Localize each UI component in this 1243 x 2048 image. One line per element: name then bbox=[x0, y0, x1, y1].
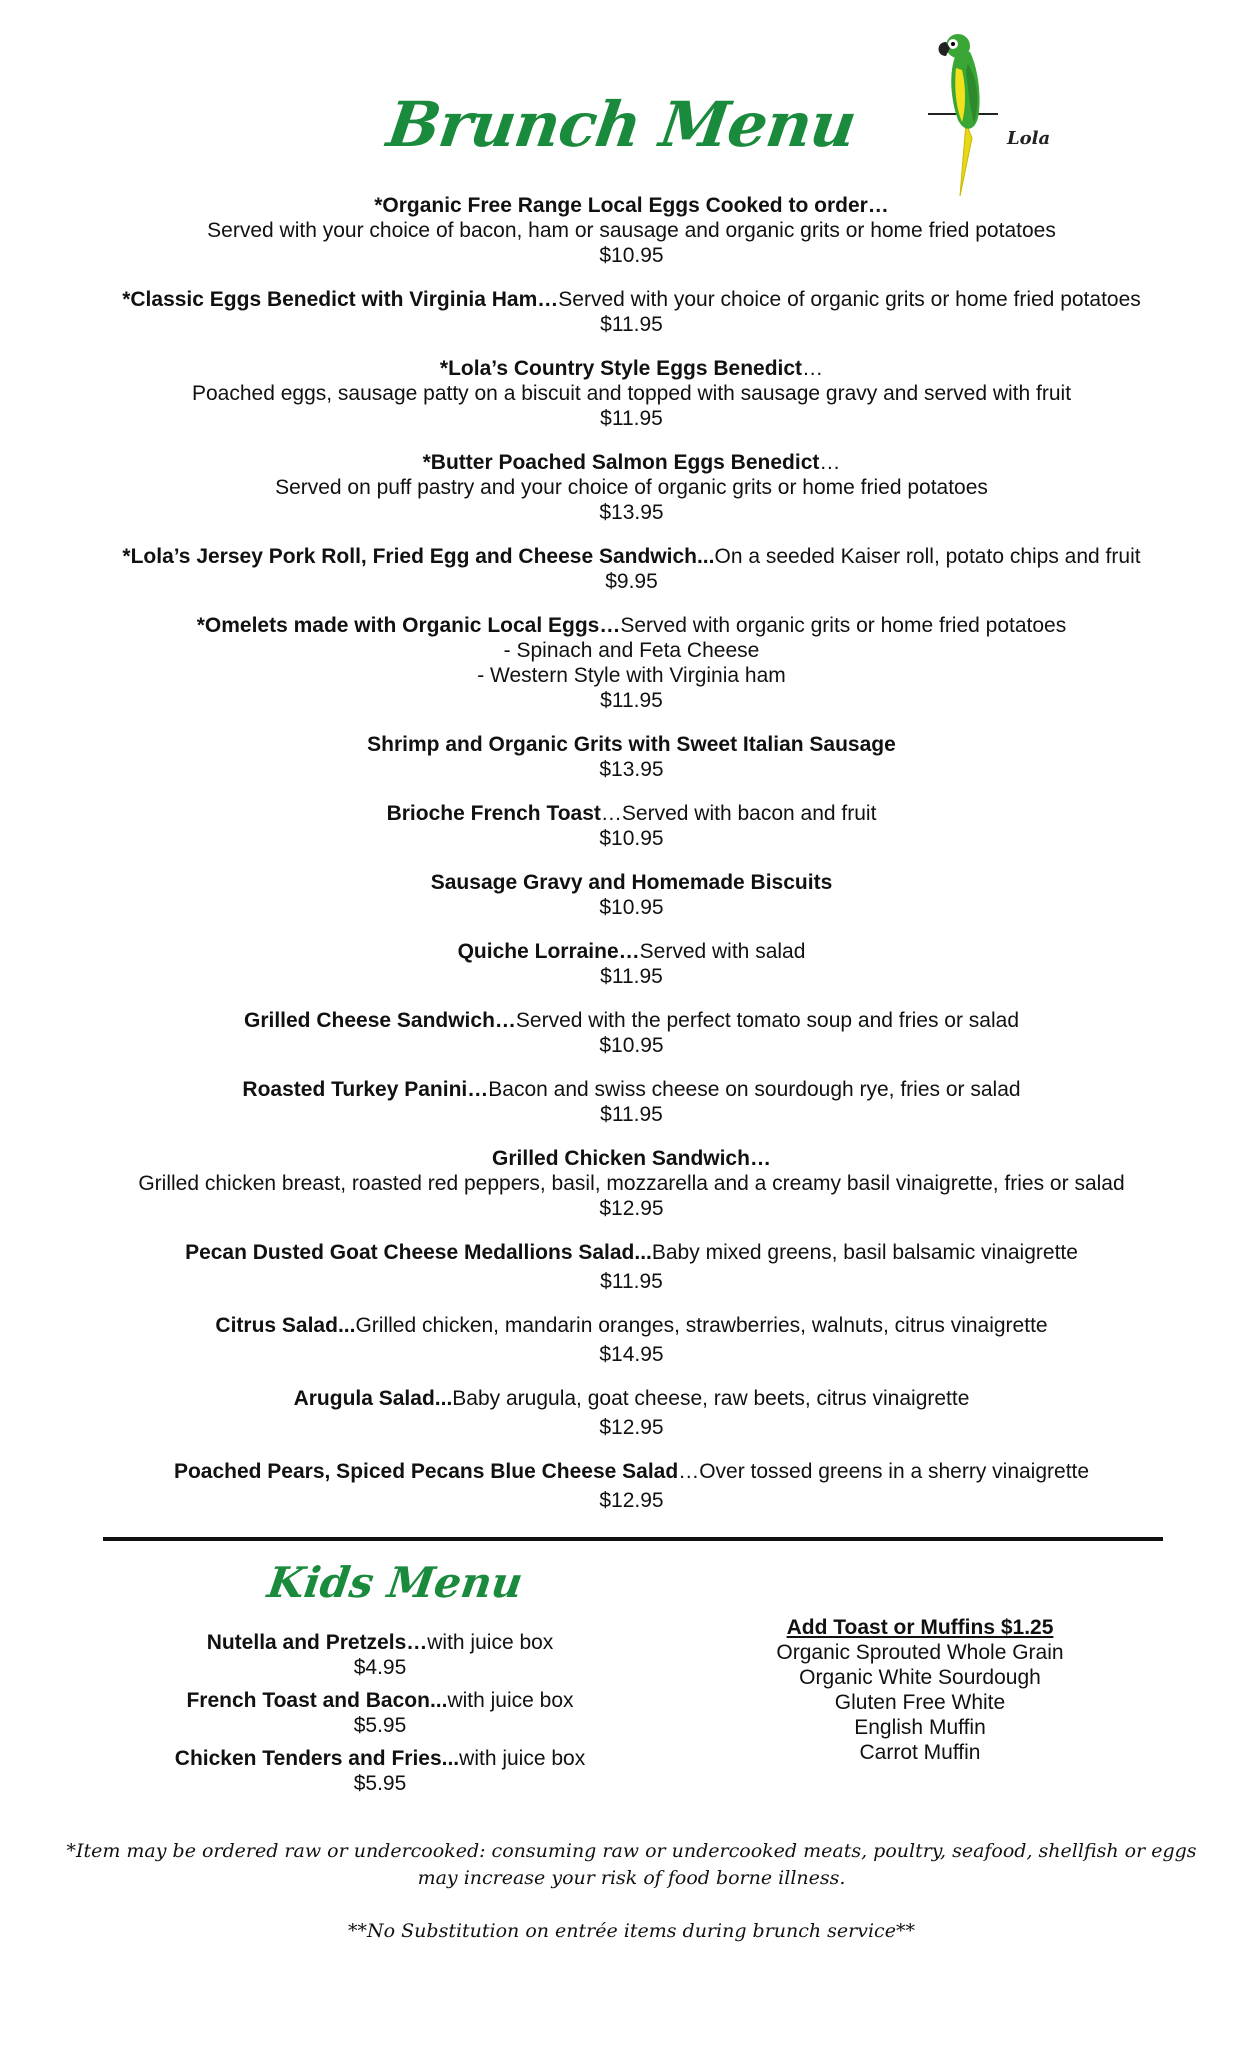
item-name: Brioche French Toast bbox=[386, 802, 601, 825]
item-name: *Organic Free Range Local Eggs Cooked to order… bbox=[374, 194, 889, 217]
parrot-icon bbox=[928, 28, 1063, 198]
warning-line-2: may increase your risk of food borne illness. bbox=[417, 1867, 846, 1889]
item-name: Sausage Gravy and Homemade Biscuits bbox=[430, 871, 833, 894]
item-name: Nutella and Pretzels… bbox=[206, 1631, 428, 1654]
menu-item bbox=[60, 1146, 1203, 1221]
item-price: $4.95 bbox=[353, 1656, 407, 1679]
addons-heading: Add Toast or Muffins $1.25 bbox=[786, 1616, 1054, 1639]
item-suffix: … bbox=[802, 357, 824, 380]
menu-item bbox=[60, 1077, 1203, 1127]
warning-line-1: *Item may be ordered raw or undercooked: consuming raw or undercooked meats, poultry, seafood, shellfish or eggs bbox=[66, 1840, 1197, 1862]
item-description: Poached eggs, sausage patty on a biscuit and topped with sausage gravy and served with fruit bbox=[191, 382, 1072, 405]
item-description: Grilled chicken breast, roasted red peppers, basil, mozzarella and a creamy basil vinaigrette, fries or salad bbox=[138, 1172, 1125, 1195]
item-price: $10.95 bbox=[599, 244, 664, 267]
menu-item bbox=[60, 870, 1203, 920]
item-description: Bacon and swiss cheese on sourdough rye, fries or salad bbox=[488, 1078, 1021, 1101]
item-name: *Lola’s Jersey Pork Roll, Fried Egg and Cheese Sandwich... bbox=[122, 545, 715, 568]
item-description: Served with the perfect tomato soup and fries or salad bbox=[515, 1009, 1020, 1032]
item-name: Chicken Tenders and Fries... bbox=[174, 1747, 460, 1770]
item-name: *Butter Poached Salmon Eggs Benedict bbox=[422, 451, 820, 474]
menu-item bbox=[60, 1240, 1203, 1294]
item-price: $5.95 bbox=[353, 1772, 407, 1795]
menu-item bbox=[60, 1313, 1203, 1367]
item-description: with juice box bbox=[459, 1747, 586, 1770]
item-name: French Toast and Bacon... bbox=[186, 1689, 448, 1712]
kids-items bbox=[130, 1630, 630, 1804]
kids-item bbox=[130, 1746, 630, 1796]
item-price: $5.95 bbox=[353, 1714, 407, 1737]
item-price: $11.95 bbox=[600, 965, 663, 988]
item-name: Grilled Cheese Sandwich… bbox=[243, 1009, 516, 1032]
item-name: Grilled Chicken Sandwich… bbox=[492, 1147, 771, 1170]
item-name: *Classic Eggs Benedict with Virginia Ham… bbox=[122, 288, 559, 311]
menu-item bbox=[60, 1386, 1203, 1440]
item-price: $14.95 bbox=[599, 1343, 664, 1366]
kids-item bbox=[130, 1630, 630, 1680]
menu-item bbox=[60, 287, 1203, 337]
item-price: $12.95 bbox=[599, 1489, 664, 1512]
addon-option: Organic Sprouted Whole Grain bbox=[776, 1641, 1064, 1664]
logo-name: Lola bbox=[1007, 128, 1051, 149]
item-option: - Western Style with Virginia ham bbox=[477, 664, 786, 687]
item-description: On a seeded Kaiser roll, potato chips and fruit bbox=[714, 545, 1141, 568]
item-price: $13.95 bbox=[599, 758, 664, 781]
item-suffix: … bbox=[819, 451, 841, 474]
addon-option: Gluten Free White bbox=[834, 1691, 1006, 1714]
item-name: Poached Pears, Spiced Pecans Blue Cheese Salad bbox=[173, 1460, 679, 1483]
menu-item bbox=[60, 193, 1203, 268]
section-divider bbox=[103, 1537, 1163, 1541]
item-price: $12.95 bbox=[599, 1197, 664, 1220]
item-name: *Lola’s Country Style Eggs Benedict bbox=[439, 357, 803, 380]
item-name: Pecan Dusted Goat Cheese Medallions Salad... bbox=[185, 1241, 652, 1264]
brunch-menu-title: Brunch Menu bbox=[382, 88, 861, 161]
menu-item bbox=[60, 356, 1203, 431]
menu-item bbox=[60, 939, 1203, 989]
item-price: $10.95 bbox=[599, 1034, 664, 1057]
item-description: with juice box bbox=[427, 1631, 554, 1654]
menu-item bbox=[60, 613, 1203, 713]
toast-addons bbox=[720, 1615, 1120, 1765]
item-price: $10.95 bbox=[599, 827, 664, 850]
kids-menu-title: Kids Menu bbox=[264, 1558, 526, 1607]
substitution-note: **No Substitution on entrée items during brunch service** bbox=[348, 1920, 915, 1942]
menu-item bbox=[60, 1459, 1203, 1513]
item-description: Served with salad bbox=[639, 940, 806, 963]
item-price: $11.95 bbox=[600, 1270, 663, 1293]
menu-item bbox=[60, 544, 1203, 594]
item-name: Shrimp and Organic Grits with Sweet Italian Sausage bbox=[367, 733, 896, 756]
item-description: Served with organic grits or home fried potatoes bbox=[620, 614, 1067, 637]
item-price: $11.95 bbox=[600, 1103, 663, 1126]
addon-option: Organic White Sourdough bbox=[799, 1666, 1041, 1689]
item-description: …Served with bacon and fruit bbox=[600, 802, 877, 825]
item-price: $10.95 bbox=[599, 896, 664, 919]
item-name: Citrus Salad... bbox=[215, 1314, 356, 1337]
item-description: …Over tossed greens in a sherry vinaigrette bbox=[678, 1460, 1090, 1483]
item-price: $11.95 bbox=[600, 407, 663, 430]
item-price: $11.95 bbox=[600, 689, 663, 712]
menu-item bbox=[60, 801, 1203, 851]
item-description: Grilled chicken, mandarin oranges, strawberries, walnuts, citrus vinaigrette bbox=[355, 1314, 1048, 1337]
item-price: $12.95 bbox=[599, 1416, 664, 1439]
item-name: *Omelets made with Organic Local Eggs… bbox=[196, 614, 621, 637]
item-name: Arugula Salad... bbox=[293, 1387, 453, 1410]
raw-food-warning bbox=[60, 1838, 1203, 1892]
brunch-items bbox=[60, 193, 1203, 1532]
item-price: $13.95 bbox=[599, 501, 664, 524]
item-description: with juice box bbox=[447, 1689, 574, 1712]
item-price: $9.95 bbox=[605, 570, 658, 593]
addon-option: English Muffin bbox=[854, 1716, 986, 1739]
item-name: Quiche Lorraine… bbox=[457, 940, 640, 963]
item-description: Baby arugula, goat cheese, raw beets, citrus vinaigrette bbox=[452, 1387, 970, 1410]
menu-item bbox=[60, 1008, 1203, 1058]
item-description: Served on puff pastry and your choice of organic grits or home fried potatoes bbox=[275, 476, 988, 499]
kids-item bbox=[130, 1688, 630, 1738]
item-description: Baby mixed greens, basil balsamic vinaigrette bbox=[651, 1241, 1078, 1264]
item-option: - Spinach and Feta Cheese bbox=[503, 639, 760, 662]
item-name: Roasted Turkey Panini… bbox=[242, 1078, 489, 1101]
item-description: Served with your choice of bacon, ham or sausage and organic grits or home fried potatoes bbox=[207, 219, 1056, 242]
menu-item bbox=[60, 450, 1203, 525]
menu-item bbox=[60, 732, 1203, 782]
item-price: $11.95 bbox=[600, 313, 663, 336]
item-description: Served with your choice of organic grits or home fried potatoes bbox=[558, 288, 1141, 311]
addon-option: Carrot Muffin bbox=[859, 1741, 981, 1764]
